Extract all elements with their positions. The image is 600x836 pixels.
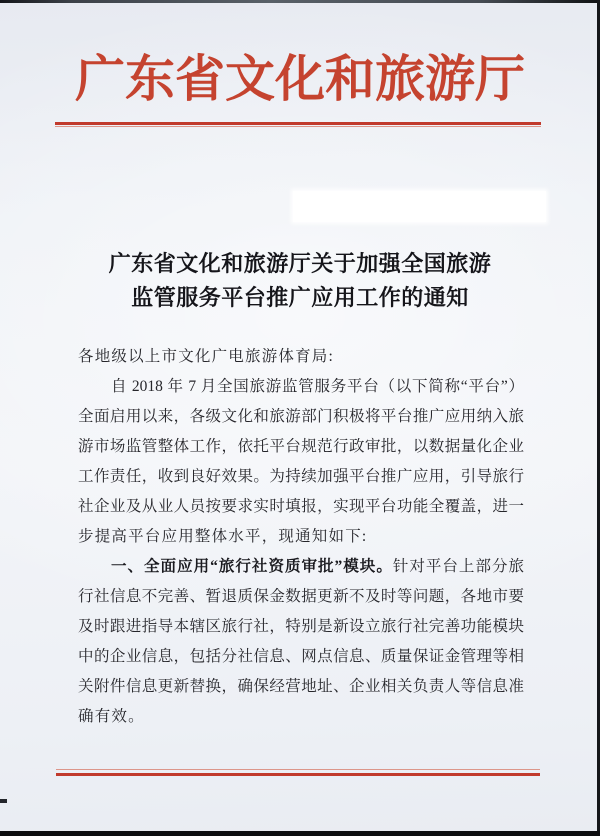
body-line: 关附件信息更新替换，确保经营地址、企业相关负责人等信息准 — [78, 678, 524, 695]
body-line: 游市场监管整体工作，依托平台规范行政审批，以数据量化企业 — [78, 438, 524, 455]
scan-artifact-bottom-left — [0, 799, 7, 803]
body-line: 步提高平台应用整体水平，现通知如下: — [78, 528, 368, 545]
section-1-heading-tail: 针对平台上部分旅 — [392, 558, 524, 575]
scan-edge-top — [0, 0, 600, 3]
body-line: 行社信息不完善、暂退质保金数据更新不及时等问题，各地市要 — [78, 588, 524, 605]
salutation-line: 各地级以上市文化广电旅游体育局: — [78, 348, 335, 365]
letterhead-org-name: 广东省文化和旅游厅 — [75, 51, 525, 107]
section-1-heading-line — [78, 552, 524, 582]
letterhead-rule-thick — [55, 122, 541, 125]
letterhead-rule — [55, 122, 541, 127]
footer-rule-thick — [56, 773, 540, 776]
document-title-line2: 监管服务平台推广应用工作的通知 — [131, 285, 469, 310]
letterhead-rule-thin — [55, 126, 541, 127]
scan-edge-bottom — [0, 831, 600, 836]
section-1-heading: 一、全面应用“旅行社资质审批”模块。 — [111, 558, 393, 575]
body-line: 自 2018 年 7 月全国旅游监管服务平台（以下简称“平台”） — [111, 378, 524, 395]
body-line: 工作责任，收到良好效果。为持续加强平台推广应用，引导旅行 — [78, 468, 524, 485]
body-line: 确有效。 — [78, 708, 145, 725]
redacted-doc-number-box — [293, 191, 546, 222]
body-line: 社企业及从业人员按要求实时填报，实现平台功能全覆盖，进一 — [78, 498, 524, 515]
document-body — [78, 342, 524, 732]
body-line: 全面启用以来，各级文化和旅游部门积极将平台推广应用纳入旅 — [78, 408, 524, 425]
body-line: 中的企业信息，包括分社信息、网点信息、质量保证金管理等相 — [78, 648, 524, 665]
footer-rule — [56, 769, 540, 776]
body-line: 及时跟进指导本辖区旅行社，特别是新设立旅行社完善功能模块 — [78, 618, 524, 635]
footer-rule-thin — [56, 769, 540, 770]
document-title-line1: 广东省文化和旅游厅关于加强全国旅游 — [108, 251, 492, 276]
document-title — [0, 247, 600, 315]
